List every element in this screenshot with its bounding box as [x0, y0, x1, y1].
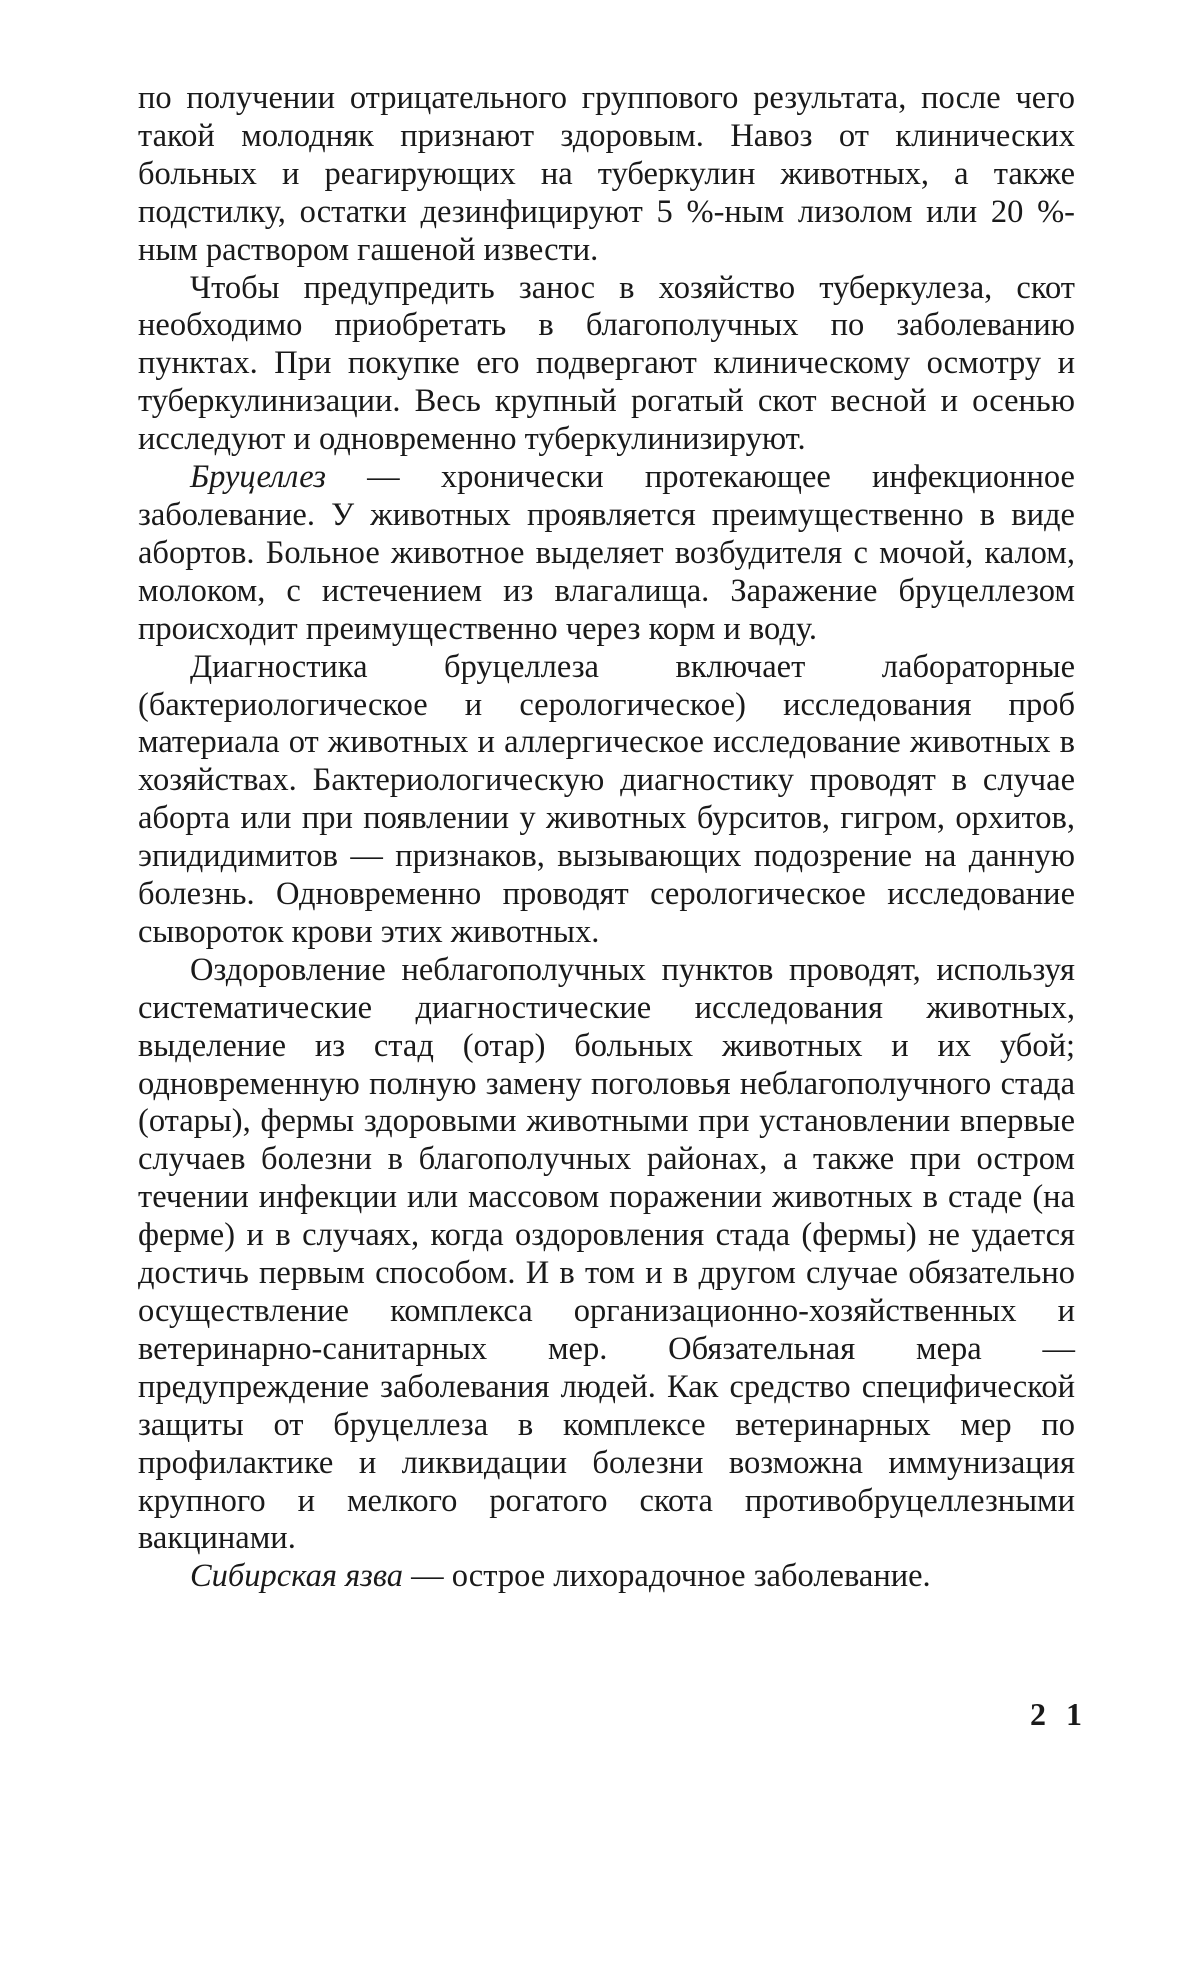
- page-number: 2 1: [1030, 1696, 1088, 1732]
- paragraph-3-text: — хронически протекающее инфекционное заболевание. У животных проявляется преимущественно в виде абортов. Больное животное выделяет возбудителя с мочой, калом, молоком, с истечением из влагалища. Заражение бруцеллезом происходит преимущественно через корм и воду.: [138, 459, 1075, 647]
- paragraph-5: [138, 952, 1075, 1559]
- paragraph-2-text: Чтобы предупредить занос в хозяйство туберкулеза, скот необходимо приобретать в благополучных по заболеванию пунктах. При покупке его подвергают клиническому осмотру и туберкулинизации. Весь крупный рогатый скот весной и осенью исследуют и одновременно туберкулинизируют.: [138, 269, 1075, 458]
- page-body: [138, 80, 1075, 1596]
- paragraph-1: [138, 80, 1075, 270]
- paragraph-2: [138, 270, 1075, 460]
- paragraph-5-text: Оздоровление неблагополучных пунктов проводят, используя систематические диагностические исследования животных, выделение из стад (отар) больных животных и их убой; одновременную полную замену поголовья неблагополучного стада (отары), фермы здоровыми животными при установлении впервые случаев болезни в благополучных районах, а также при остром течении инфекции или массовом поражении животных в стаде (на ферме) и в случаях, когда оздоровления стада (фермы) не удается достичь первым способом. И в том и в другом случае обязательно осуществление комплекса организационно-хозяйственных и ветеринарно-санитарных мер. Обязательная мера — предупреждение заболевания людей. Как средство специфической защиты от бруцеллеза в комплексе ветеринарных мер по профилактике и ликвидации болезни возможна иммунизация крупного и мелкого рогатого скота противобруцеллезными вакцинами.: [138, 951, 1075, 1557]
- paragraph-4-text: Диагностика бруцеллеза включает лабораторные (бактериологическое и серологическое) исследования проб материала от животных и аллергическое исследование животных в хозяйствах. Бактериологическую диагностику проводят в случае аборта или при появлении у животных бурситов, гигром, орхитов, эпидидимитов — признаков, вызывающих подозрение на данную болезнь. Одновременно проводят серологическое исследование сывороток крови этих животных.: [138, 648, 1075, 950]
- paragraph-6-anthrax: [138, 1558, 1075, 1596]
- paragraph-6-text: — острое лихорадочное заболевание.: [403, 1558, 931, 1595]
- paragraph-3-term: Бруцеллез: [190, 459, 326, 496]
- paragraph-1-text: по получении отрицательного группового результата, после чего такой молодняк признают здоровым. Навоз от клинических больных и реагирующих на туберкулин животных, а также подстилку, остатки дезинфицируют 5 %-ным лизолом или 20 %-ным раствором гашеной извести.: [138, 80, 1075, 268]
- paragraph-3-brucellosis: [138, 459, 1075, 649]
- paragraph-6-term: Сибирская язва: [190, 1558, 403, 1595]
- paragraph-4: [138, 649, 1075, 952]
